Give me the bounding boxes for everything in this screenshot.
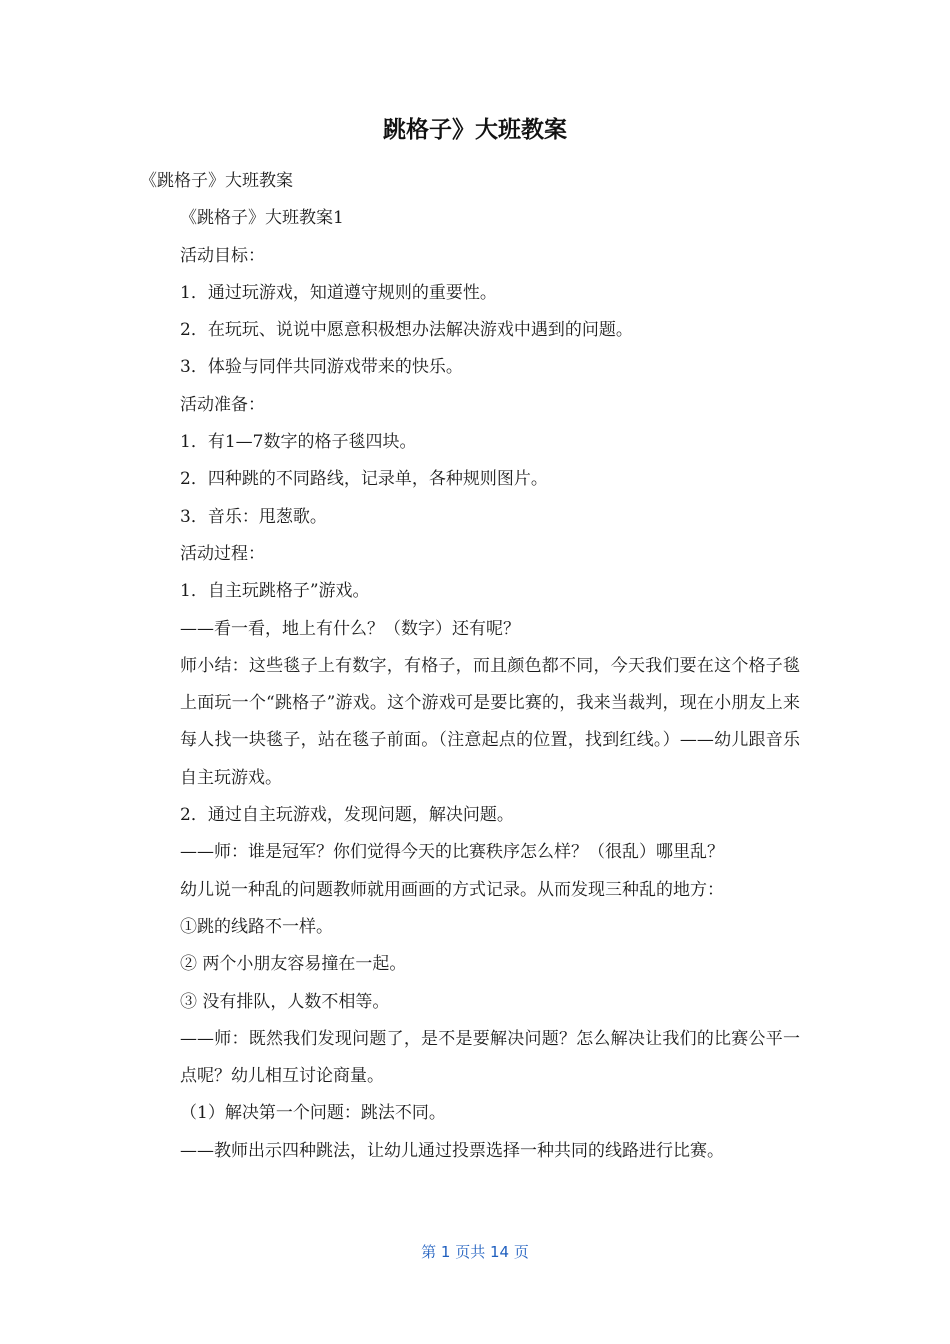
paragraph: （1）解决第一个问题：跳法不同。: [180, 1103, 446, 1124]
list-item: ② 两个小朋友容易撞在一起。: [180, 954, 407, 975]
paragraph: 《跳格子》大班教案: [140, 171, 293, 191]
section-heading: 活动准备：: [180, 394, 265, 415]
page-number-footer: 第 1 页共 14 页: [421, 1243, 529, 1261]
list-item: ③ 没有排队，人数不相等。: [180, 991, 390, 1012]
section-heading: 活动过程：: [180, 543, 265, 564]
paragraph: ——看一看，地上有什么？（数字）还有呢？: [180, 618, 520, 639]
list-item: ①跳的线路不一样。: [180, 916, 333, 937]
section-heading: 活动目标：: [180, 245, 265, 266]
paragraph: ——师：既然我们发现问题了，是不是要解决问题？怎么解决让我们的比赛公平一点呢？幼儿相互讨论商量。: [180, 1028, 800, 1087]
paragraph: 幼儿说一种乱的问题教师就用画画的方式记录。从而发现三种乱的地方：: [180, 879, 724, 900]
list-item: 2．通过自主玩游戏，发现问题，解决问题。: [180, 805, 514, 826]
paragraph: 《跳格子》大班教案1: [180, 208, 344, 229]
list-item: 1．自主玩跳格子”游戏。: [180, 581, 370, 602]
list-item: 1．通过玩游戏，知道遵守规则的重要性。: [180, 282, 497, 303]
document-title: 跳格子》大班教案: [383, 117, 567, 143]
list-item: 2．四种跳的不同路线，记录单，各种规则图片。: [180, 469, 548, 490]
list-item: 1．有1—7数字的格子毯四块。: [180, 432, 417, 453]
paragraph: 师小结：这些毯子上有数字，有格子，而且颜色都不同，今天我们要在这个格子毯上面玩一个“跳格子”游戏。这个游戏可是要比赛的，我来当裁判，现在小朋友上来每人找一块毯子，站在毯子前面。（注意起点的位置，找到红线。）——幼儿跟音乐自主玩游戏。: [180, 655, 800, 788]
list-item: 3．体验与同伴共同游戏带来的快乐。: [180, 357, 463, 378]
list-item: 2．在玩玩、说说中愿意积极想办法解决游戏中遇到的问题。: [180, 320, 633, 341]
list-item: 3．音乐：甩葱歌。: [180, 506, 327, 527]
paragraph: ——教师出示四种跳法，让幼儿通过投票选择一种共同的线路进行比赛。: [180, 1140, 724, 1161]
document-body: [140, 163, 800, 1170]
paragraph: ——师：谁是冠军？你们觉得今天的比赛秩序怎么样？（很乱）哪里乱？: [180, 842, 724, 863]
